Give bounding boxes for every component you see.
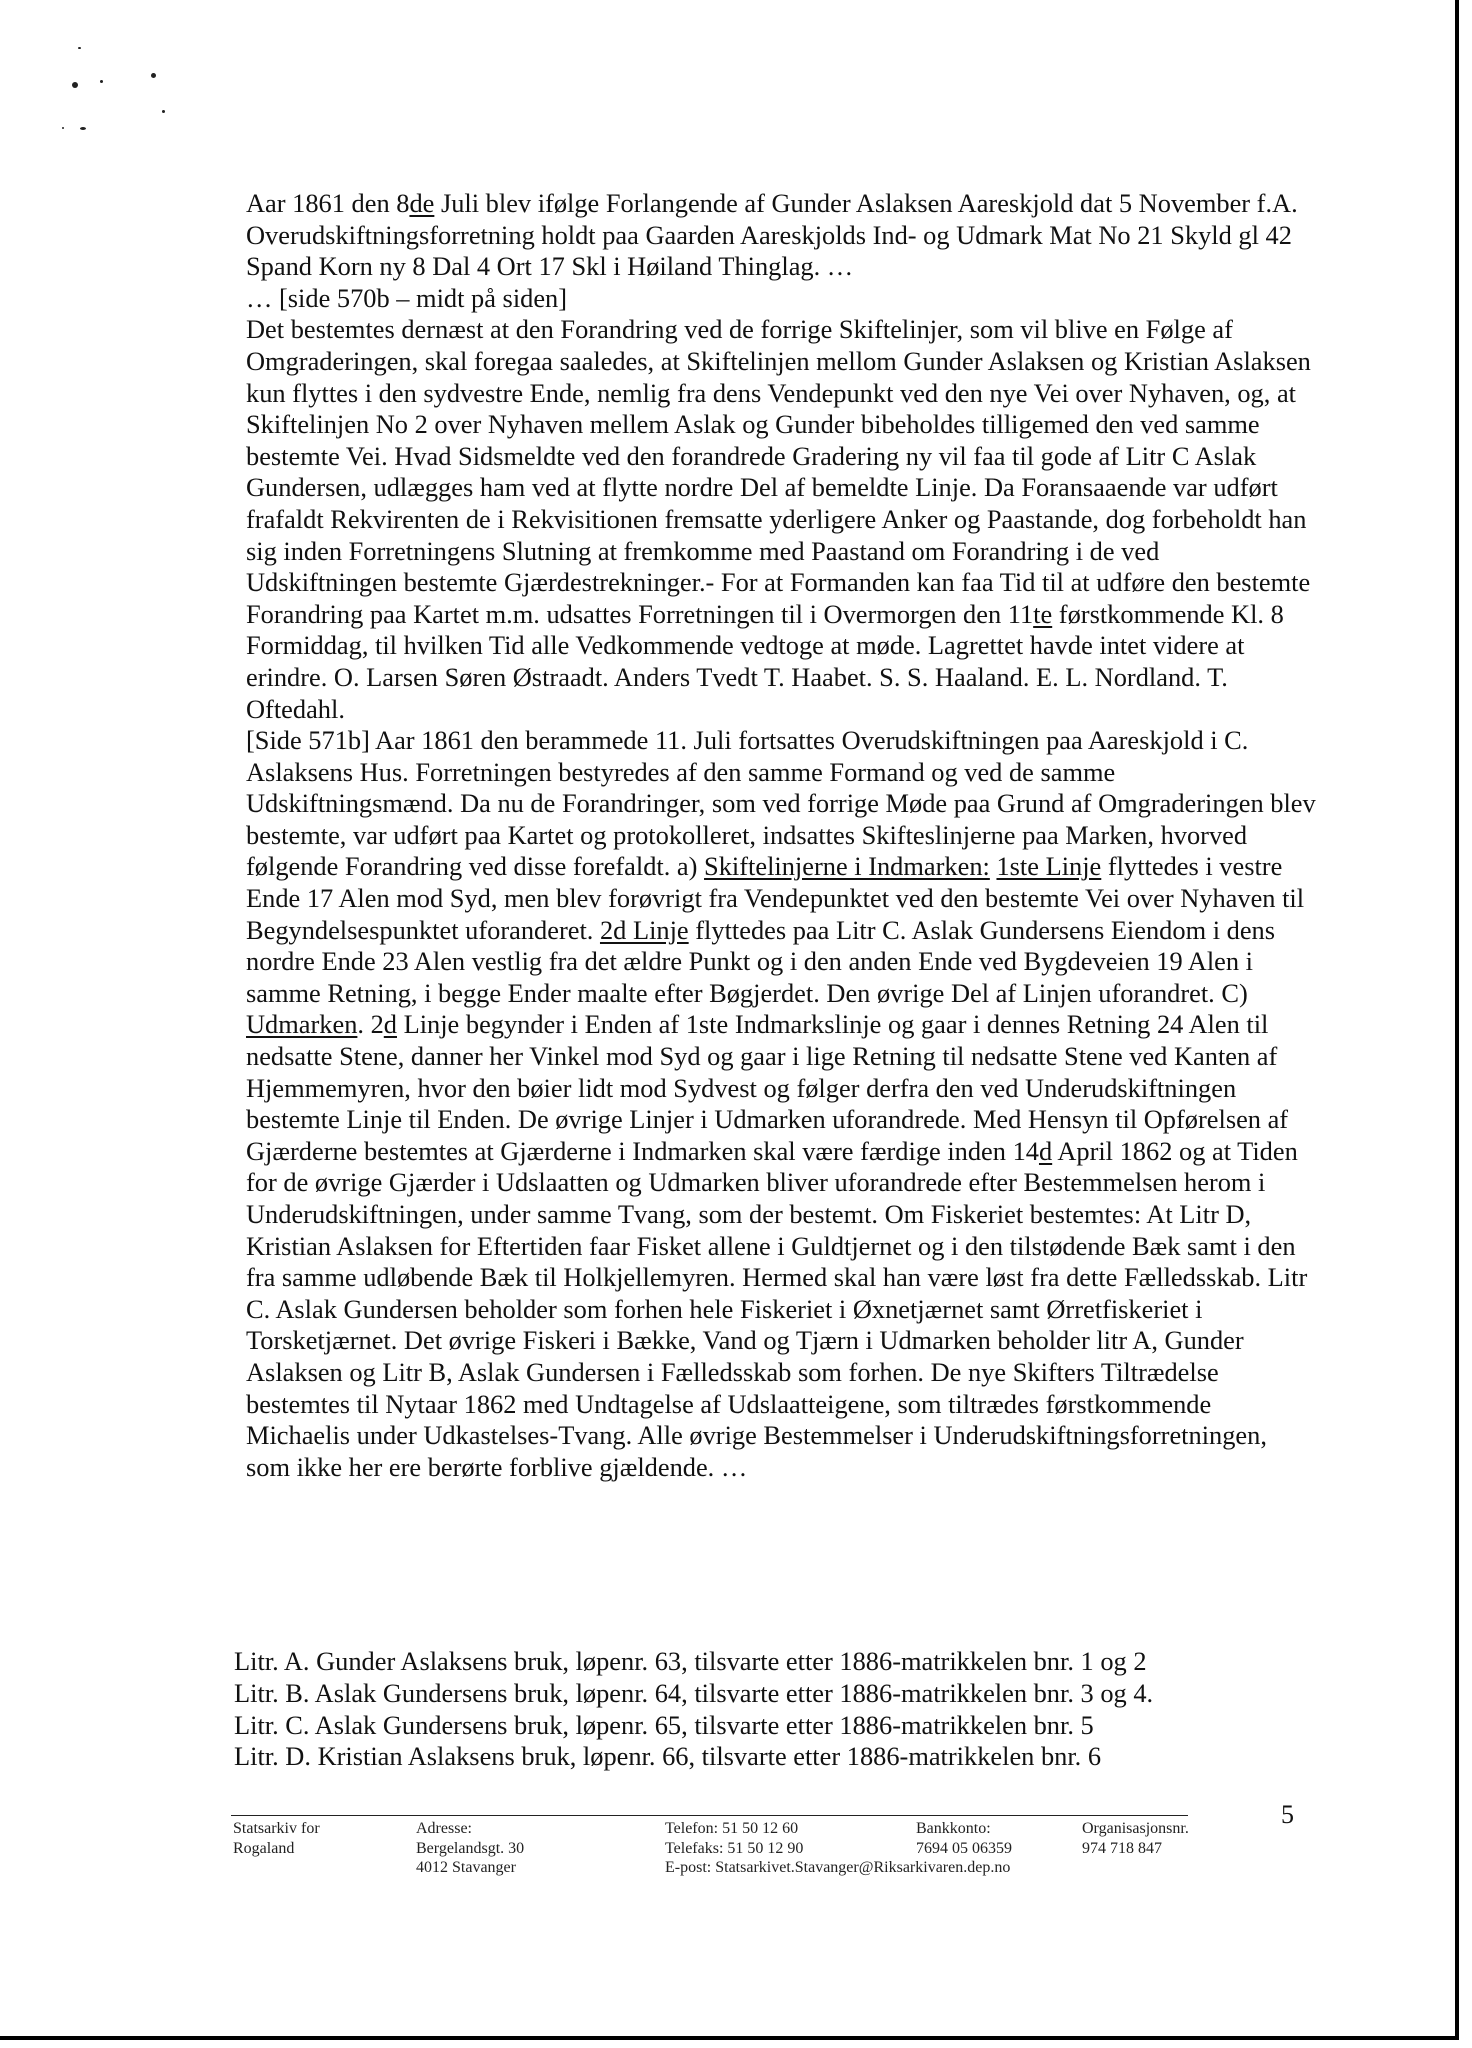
paragraph-571b — [246, 725, 1316, 1483]
text-run: . 2 — [357, 1009, 384, 1040]
text-run: April 1862 og at Tiden for de øvrige Gjærder i Udslaatten og Udmarken bliver uforandrede efter Bestemmelsen herom i Underudskiftningen, under samme Tvang, som der bestemt. Om Fiskeriet bestemtes: At Litr D, Kristian Aslaksen for Eftertiden faar Fisket allene i Guldtjernet og i den tilstødende Bæk samt i den fra samme udløbende Bæk til Holkjellemyren. Hermed skal han være løst fra dette Fælledsskab. Litr C. Aslak Gundersen beholder som forhen hele Fiskeriet i Øxnetjærnet samt Ørretfiskeriet i Torsketjærnet. Det øvrige Fiskeri i Bække, Vand og Tjærn i Udmarken beholder litr A, Gunder Aslaksen og Litr B, Aslak Gundersen i Fælledsskab som forhen. De nye Skifters Tiltrædelse bestemtes til Nytaar 1862 med Undtagelse af Udslaatteigene, som tiltrædes førstkommende Michaelis under Udkastelses-Tvang. Alle øvrige Bestemmelser i Underudskiftningsforretningen, som ikke her ere berørte forblive gjældende. … — [246, 1135, 1308, 1482]
underlined-text: 2d Linje — [599, 914, 689, 945]
footer-address — [416, 1819, 524, 1878]
litr-item: Litr. B. Aslak Gundersens bruk, løpenr. 64, tilsvarte etter 1886-matrikkelen bnr. 3 og 4. — [234, 1677, 1154, 1708]
footer-line: Bankkonto: — [916, 1820, 991, 1837]
footer-institution — [233, 1819, 320, 1858]
footer-email: E-post: Statsarkivet.Stavanger@Riksarkivaren.dep.no — [665, 1859, 1011, 1876]
footer-org — [1082, 1819, 1189, 1858]
underlined-text: 1ste Linje — [996, 851, 1102, 882]
litr-item: Litr. C. Aslak Gundersens bruk, løpenr. 65, tilsvarte etter 1886-matrikkelen bnr. 5 — [234, 1709, 1094, 1740]
footer-rule — [231, 1815, 1188, 1816]
text-run: Det bestemtes dernæst at den Forandring ved de forrige Skiftelinjer, som vil blive en Følge af Omgraderingen, skal foregaa saaledes, at Skiftelinjen mellom Gunder Aslaksen og Kristian Aslaksen kun flyttes i den sydvestre Ende, nemlig fra dens Vendepunkt ved den nye Vei over Nyhaven, og, at Skiftelinjen No 2 over Nyhaven mellem Aslak og Gunder bibeholdes tilligemed den ved samme bestemte Vei. Hvad Sidsmeldte ved den forandrede Gradering ny vil faa til gode af Litr C Aslak Gundersen, udlægges ham ved at flytte nordre Del af bemeldte Linje. Da Foransaaende var udført frafaldt Rekvirenten de i Rekvisitionen fremsatte yderligere Anker og Paastande, dog forbeholdt han sig inden Forretningens Slutning at fremkomme med Paastand om Forandring i de ved Udskiftningen bestemte Gjærdestrekninger.- For at Formanden kan faa Tid til at udføre den bestemte Forandring paa Kartet m.m. udsattes Forretningen til i Overmorgen den 11 — [246, 314, 1311, 629]
text-run: flyttedes paa Litr C. Aslak Gundersens Eiendom i dens nordre Ende 23 Alen vestlig fra det ældre Punkt og i den anden Ende ved Bygdeveien 19 Alen i samme Retning, i begge Ender maalte efter Bøgjerdet. Den øvrige Del af Linjen uforandret. C) — [246, 914, 1275, 1008]
footer-line: 4012 Stavanger — [416, 1859, 516, 1876]
litr-list — [234, 1646, 1314, 1773]
text-run: Juli blev ifølge Forlangende af Gunder Aslaksen Aareskjold dat 5 November f.A. Overudskiftningsforretning holdt paa Gaarden Aareskjolds Ind- og Udmark Mat No 21 Skyld gl 42 Spand Korn ny 8 Dal 4 Ort 17 Skl i Høiland Thinglag. … — [246, 188, 1298, 282]
underlined-text: de — [409, 188, 435, 218]
footer-line: Telefaks: 51 50 12 90 — [665, 1839, 804, 1857]
underlined-text: Udmarken — [246, 1009, 358, 1040]
footer-line: 974 718 847 — [1082, 1839, 1162, 1857]
footer-line: Telefon: 51 50 12 60 — [665, 1820, 799, 1837]
footer-line: 7694 05 06359 — [916, 1839, 1012, 1857]
text-run: Aar 1861 den 8 — [246, 188, 410, 218]
litr-item: Litr. A. Gunder Aslaksens bruk, løpenr. 63, tilsvarte etter 1886-matrikkelen bnr. 1 og 2 — [234, 1646, 1147, 1676]
page-number: 5 — [1281, 1800, 1294, 1829]
footer-line: Rogaland — [233, 1839, 295, 1857]
paragraph-570b — [246, 314, 1316, 725]
footer-line: Organisasjonsnr. — [1082, 1820, 1189, 1837]
underlined-text: d — [1038, 1135, 1053, 1166]
paragraph-side-note: … [side 570b – midt på siden] — [246, 282, 568, 313]
underlined-text: d — [383, 1009, 397, 1040]
underlined-text: te — [1033, 598, 1053, 629]
footer-bank — [916, 1819, 1012, 1858]
text-run: [Side 571b] Aar 1861 den berammede 11. Juli fortsattes Overudskiftningen paa Aareskjold i C. Aslaksens Hus. Forretningen bestyredes af den samme Formand og ved de samme Udskiftningsmænd. Da nu de Forandringer, som ved forrige Møde paa Grund af Omgraderingen blev bestemte, var udført paa Kartet og protokolleret, indsattes Skifteslinjerne paa Marken, hvorved følgende Forandring ved disse forefaldt. a) — [246, 725, 1316, 882]
footer-line: Adresse: — [416, 1820, 472, 1837]
paragraph-intro — [246, 188, 1316, 283]
underlined-text: Skiftelinjerne i Indmarken: — [704, 851, 990, 882]
text-run: Linje begynder i Enden af 1ste Indmarkslinje og gaar i dennes Retning 24 Alen til nedsatte Stene, danner her Vinkel mod Syd og gaar i lige Retning til nedsatte Stene ved Kanten af Hjemmemyren, hvor den bøier lidt mod Sydvest og følger derfra den ved Underudskiftningen bestemte Linje til Enden. De øvrige Linjer i Udmarken uforandrede. Med Hensyn til Opførelsen af Gjærderne bestemtes at Gjærderne i Indmarken skal være færdige inden 14 — [246, 1009, 1289, 1166]
document-body — [246, 188, 1316, 1483]
litr-item: Litr. D. Kristian Aslaksens bruk, løpenr. 66, tilsvarte etter 1886-matrikkelen bnr. 6 — [234, 1741, 1102, 1772]
text-run: førstkommende Kl. 8 Formiddag, til hvilken Tid alle Vedkommende vedtoge at møde. Lagrettet havde intet videre at erindre. O. Larsen Søren Østraadt. Anders Tvedt T. Haabet. S. S. Haaland. E. L. Nordland. T. Oftedahl. — [246, 598, 1284, 724]
text-run: flyttedes i vestre Ende 17 Alen mod Syd, men blev forøvrigt fra Vendepunktet ved den bestemte Vei over Nyhaven til Begyndelsespunktet uforanderet. — [246, 851, 1305, 945]
footer-line: Bergelandsgt. 30 — [416, 1839, 525, 1857]
footer-line: Statsarkiv for — [233, 1820, 320, 1837]
